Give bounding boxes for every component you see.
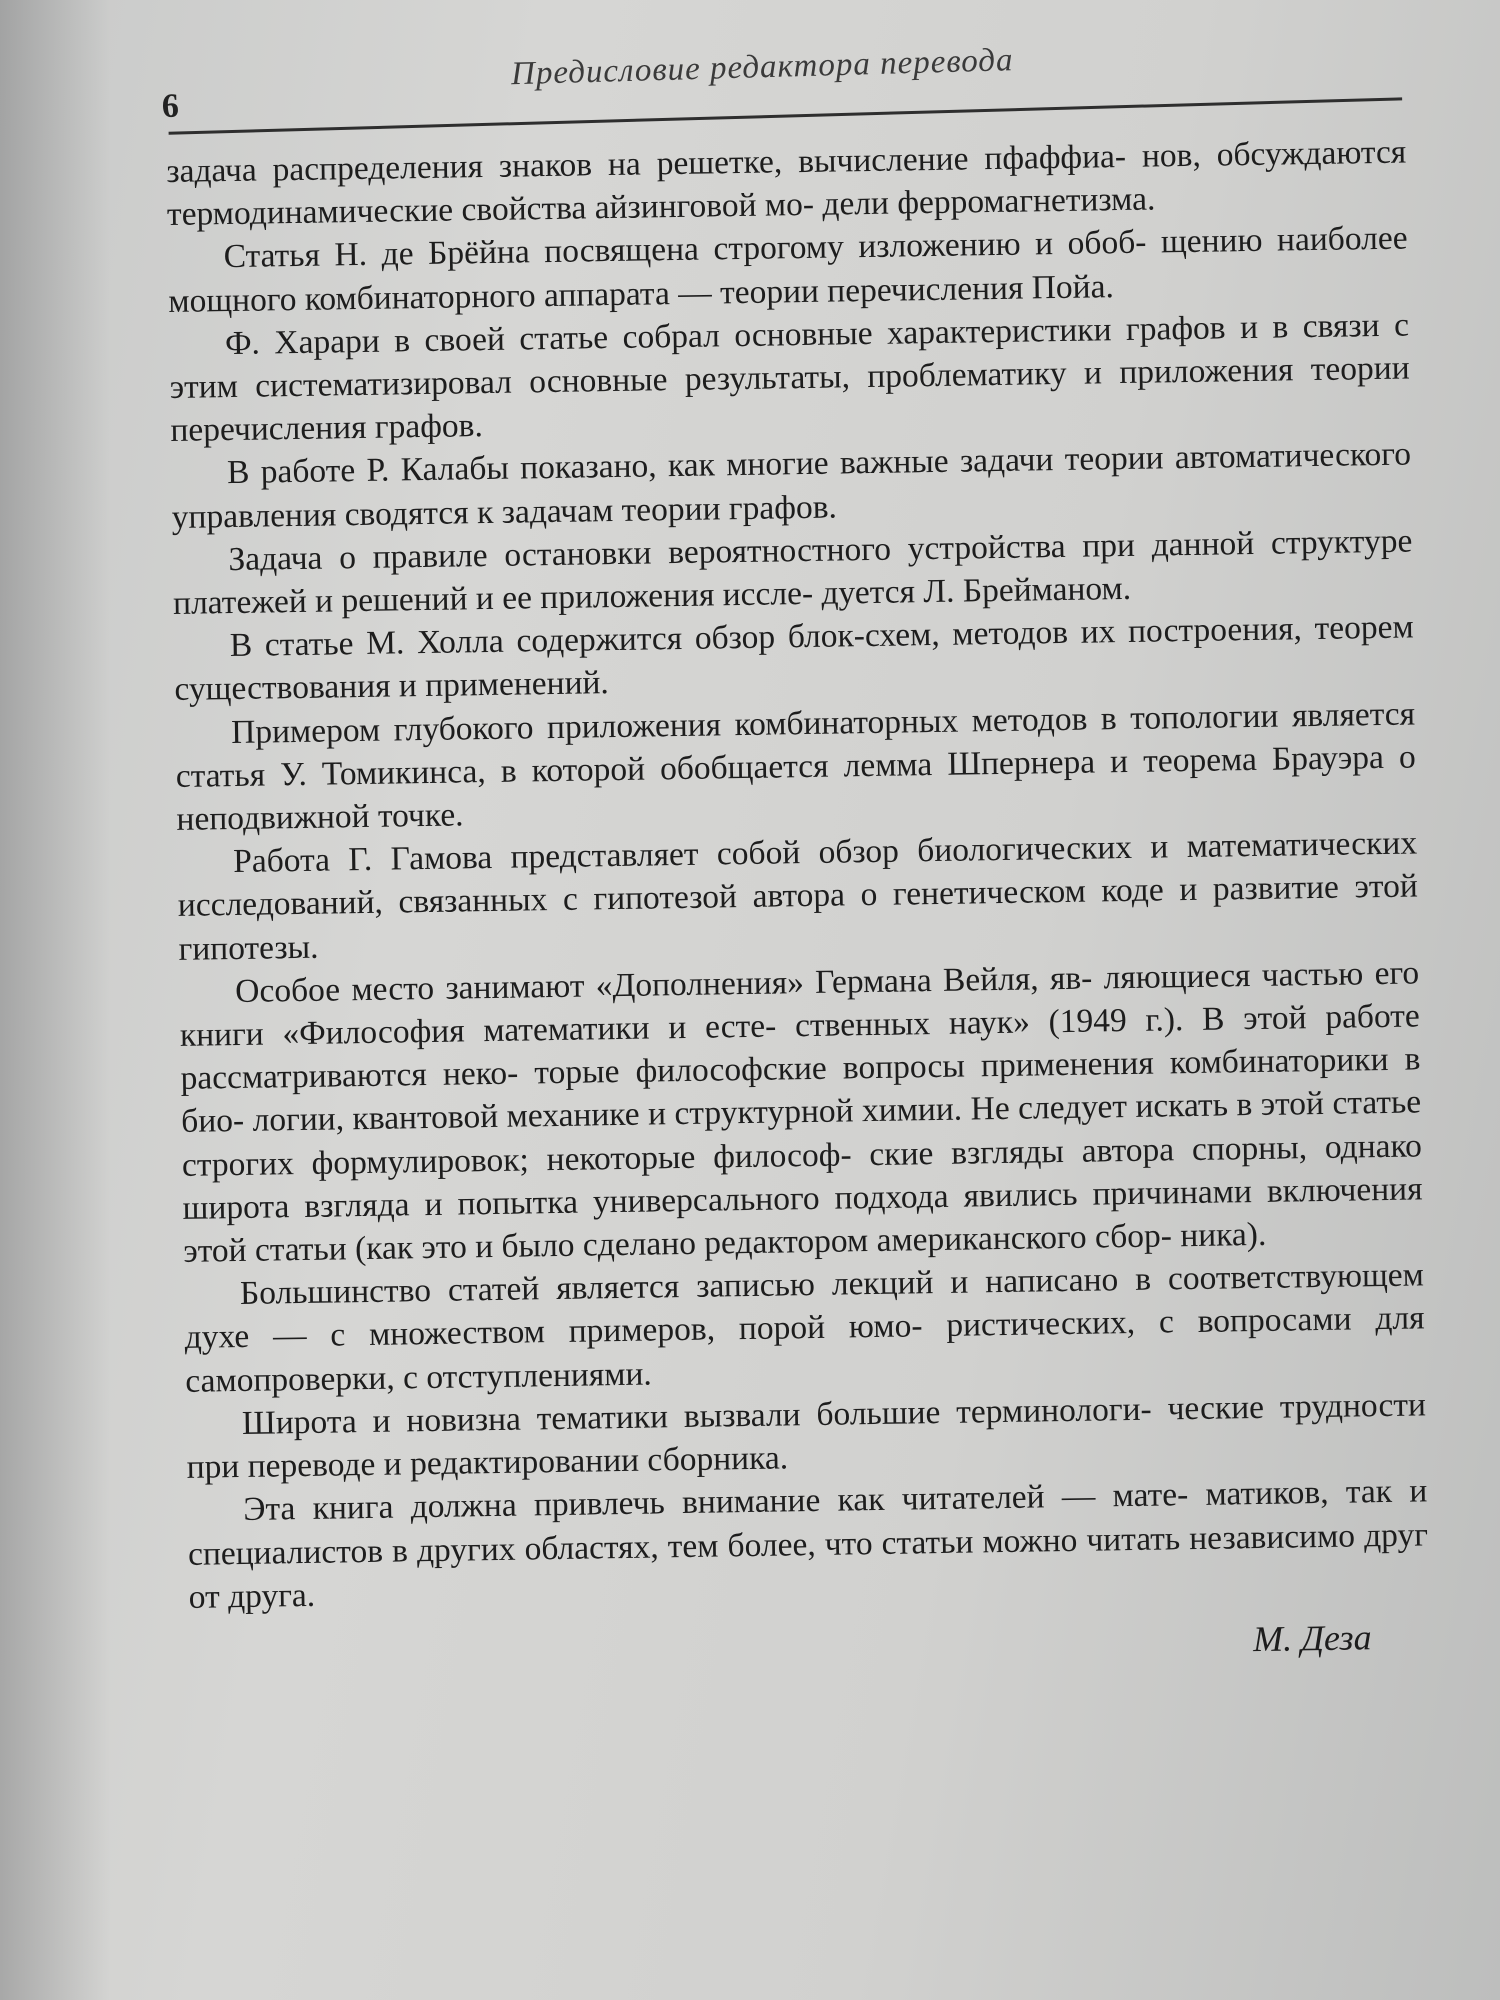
paragraph-11: Широта и новизна тематики вызвали большие терминологи- ческие трудности при переводе и редактировании сборника. xyxy=(186,1386,1427,1486)
header-rule xyxy=(169,97,1403,134)
paragraph-4: В работе Р. Калабы показано, как многие важные задачи теории автоматического управления сводятся к задачам теории графов. xyxy=(171,435,1412,536)
paragraph-2: Статья Н. де Брёйна посвящена строгому изложению и обоб- щению наиболее мощного комбинаторного аппарата — теории перечисления Пойа. xyxy=(168,219,1408,320)
paragraph-5: Задача о правиле остановки вероятностного устройства при данной структуре платежей и решений и ее приложения иссле- дуется Л. Брейманом. xyxy=(172,522,1413,622)
author-signature: М. Деза xyxy=(1252,1617,1372,1660)
body-text xyxy=(166,131,1430,1678)
running-head xyxy=(160,5,1402,130)
paragraph-3: Ф. Харари в своей статье собрал основные характеристики графов и в связи с этим систематизировал основные результаты, проблематику и приложения теории перечисления графов. xyxy=(169,306,1410,450)
running-title: Предисловие редактора перевода xyxy=(510,42,1014,93)
paragraph-6: В статье М. Холла содержится обзор блок-схем, методов их построения, теорем существования и применений. xyxy=(174,608,1414,709)
paragraph-10: Большинство статей является записью лекций и написано в соответствующем духе — с множеством примеров, порой юмо- ристических, с вопросами для самопроверки, с отступлениями. xyxy=(184,1256,1425,1400)
page-number: 6 xyxy=(161,87,180,125)
paragraph-12: Эта книга должна привлечь внимание как читателей — мате- матиков, так и специалистов в других областях, тем более, что статьи можно читать независимо друг от друга. xyxy=(187,1472,1429,1616)
paragraph-7: Примером глубокого приложения комбинаторных методов в топологии является статья У. Томикинса, в которой обобщается лемма Шпернера и теорема Брауэра о неподвижной точке. xyxy=(175,695,1416,838)
page-edge-shadow xyxy=(0,0,110,2000)
paragraph-9: Особое место занимают «Дополнения» Германа Вейля, яв- ляющиеся частью его книги «Философия математики и есте- ственных наук» (1949 г.). В этой работе рассматриваются неко- торые философские вопросы применения комбинаторики в био- логии, квантовой механике и структурной химии. Не следует искать в этой статье строгих формулировок; некоторые философ- ские взгляды автора спорны, однако широта взгляда и попытка универсального подхода явились причинами включения этой статьи (как это и было сделано редактором американского сбор- ника). xyxy=(179,954,1423,1270)
paragraph-1: задача распределения знаков на решетке, вычисление пфаффиа- нов, обсуждаются термодинамические свойства айзинговой мо- дели ферромагнетизма. xyxy=(166,133,1407,234)
paragraph-8: Работа Г. Гамова представляет собой обзор биологических и математических исследований, связанных с гипотезой автора о генетическом коде и развитие этой гипотезы. xyxy=(177,824,1419,968)
